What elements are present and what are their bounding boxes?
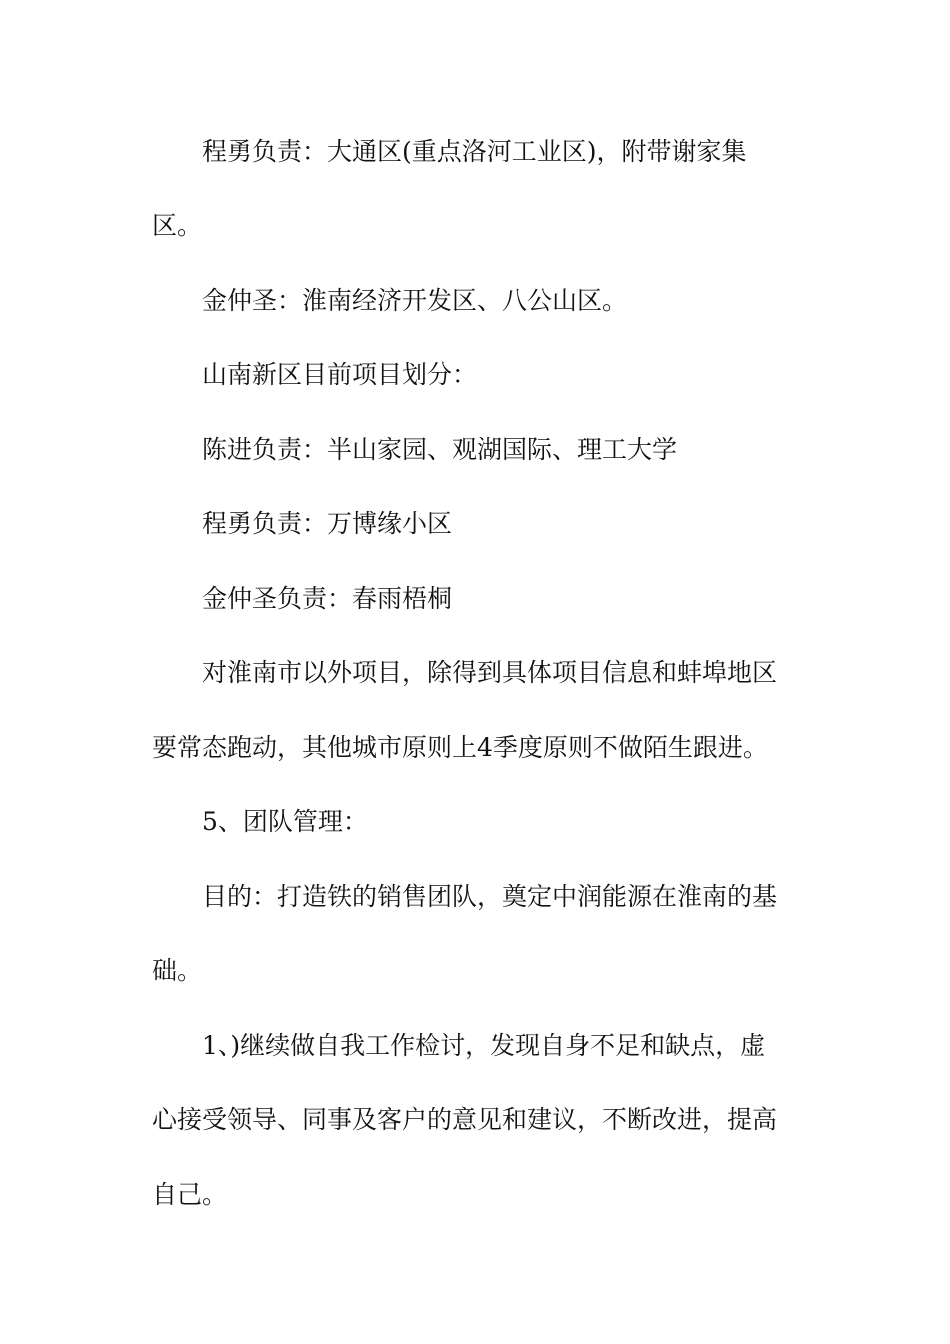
paragraph-line: 程勇负责：万博缘小区: [202, 509, 453, 538]
paragraph-line: 陈进负责：半山家园、观湖国际、理工大学: [202, 435, 678, 464]
paragraph-line: 要常态跑动，其他城市原则上4季度原则不做陌生跟进。: [152, 733, 768, 762]
paragraph-line: 自己。: [152, 1180, 228, 1209]
paragraph-line: 1、)继续做自我工作检讨，发现自身不足和缺点，虚: [202, 1031, 766, 1060]
paragraph-line: 金仲圣：淮南经济开发区、八公山区。: [202, 286, 628, 315]
paragraph-line: 山南新区目前项目划分：: [202, 360, 478, 389]
paragraph-line: 程勇负责：大通区(重点洛河工业区)，附带谢家集: [202, 137, 747, 166]
section-heading: 5、团队管理：: [202, 807, 368, 836]
paragraph-line: 心接受领导、同事及客户的意见和建议，不断改进，提高: [152, 1105, 778, 1134]
paragraph-line: 对淮南市以外项目，除得到具体项目信息和蚌埠地区: [202, 658, 778, 687]
paragraph-line: 金仲圣负责：春雨梧桐: [202, 584, 453, 613]
paragraph-line: 目的：打造铁的销售团队，奠定中润能源在淮南的基: [202, 882, 778, 911]
paragraph-line: 区。: [152, 211, 203, 240]
paragraph-line: 础。: [152, 956, 203, 985]
